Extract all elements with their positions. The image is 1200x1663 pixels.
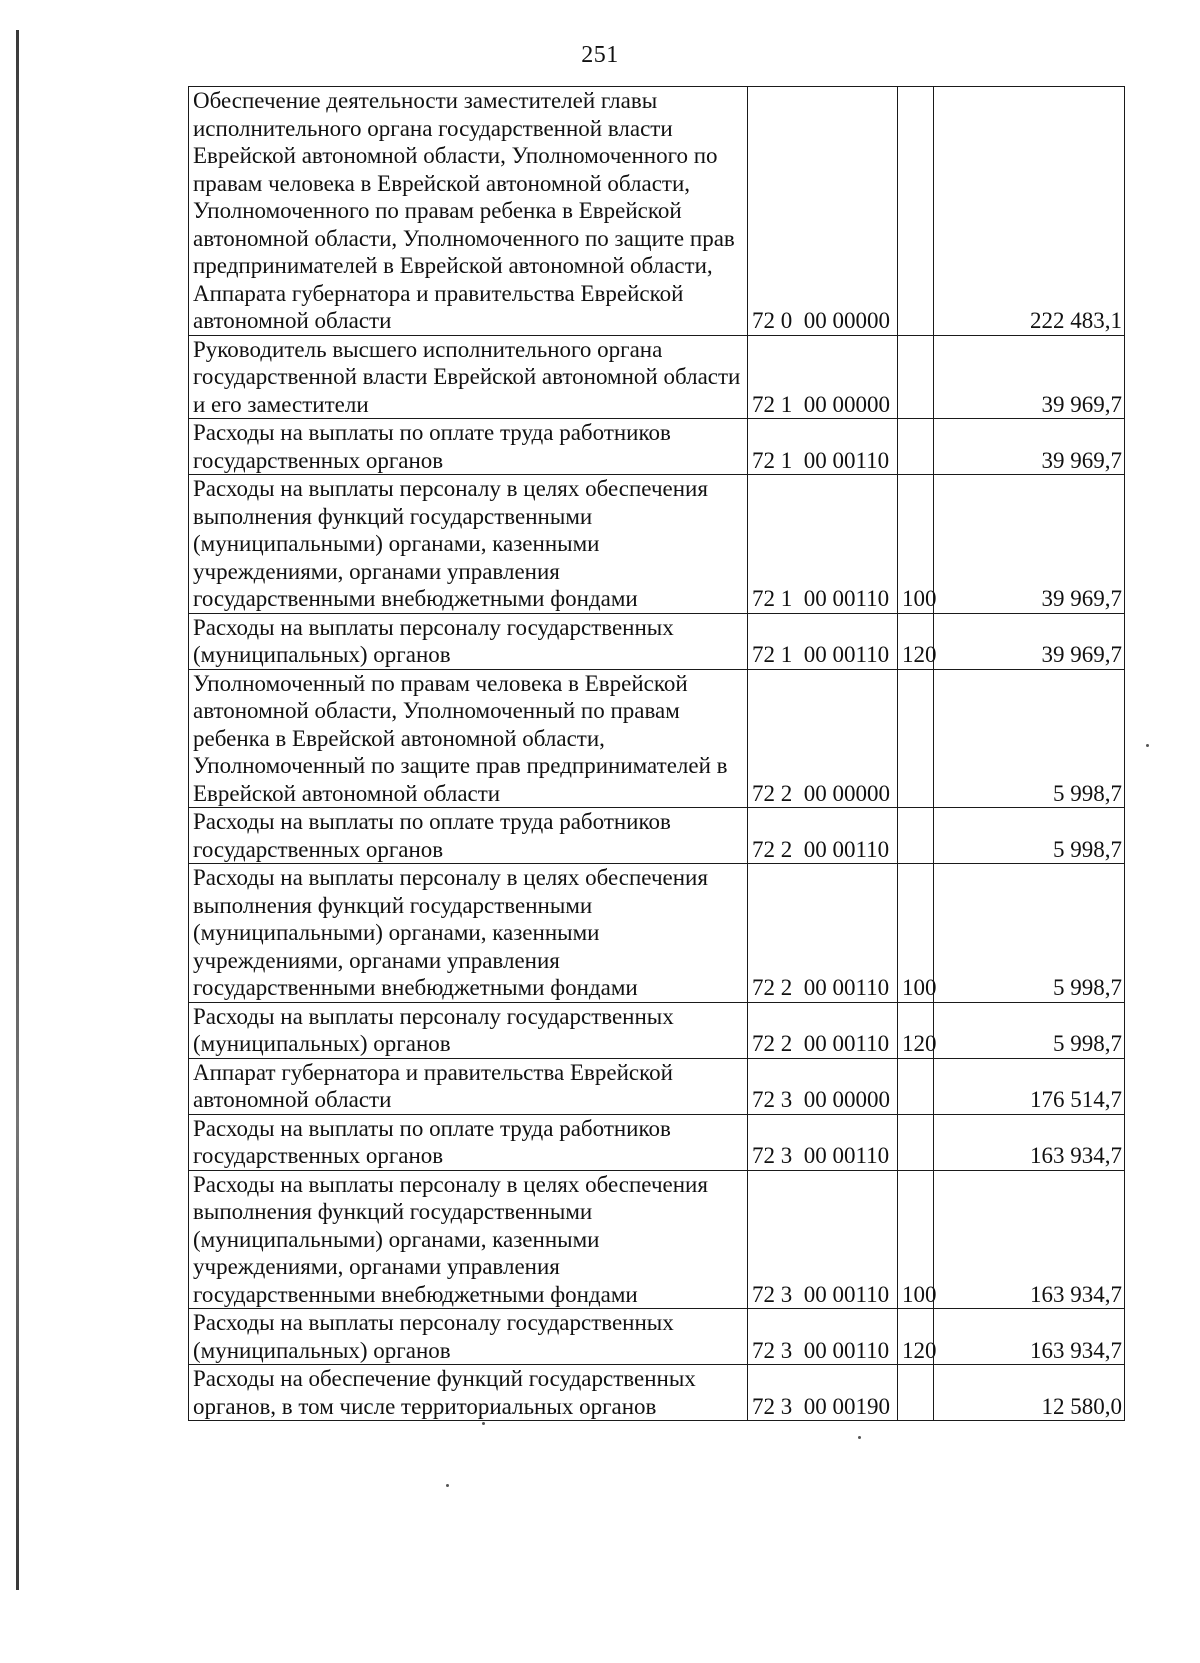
description-line: (муниципальными) органами, казенными (193, 1226, 600, 1252)
description-line: Уполномоченного по правам ребенка в Еврейской (193, 198, 682, 223)
expense-type-code (898, 87, 934, 336)
row-description (189, 1309, 748, 1365)
expense-type-code (898, 335, 934, 419)
description-line: (муниципальных) органов (193, 642, 451, 667)
description-line: автономной области (193, 308, 392, 333)
expense-type-code (898, 669, 934, 808)
description-line: правам человека в Еврейской автономной области, (193, 170, 691, 196)
scan-speck (446, 1484, 449, 1487)
target-article-code: 72 1 00 00110 (748, 613, 898, 669)
description-line: государственной власти Еврейской автономной области (193, 364, 741, 389)
amount: 163 934,7 (934, 1309, 1125, 1365)
amount: 39 969,7 (934, 613, 1125, 669)
row-description (189, 475, 748, 614)
row-description (189, 419, 748, 475)
description-line: государственных органов (193, 836, 444, 862)
description-line: Расходы на выплаты по оплате труда работников (193, 809, 671, 834)
description-line: Обеспечение деятельности заместителей главы (193, 88, 658, 113)
description-line: исполнительного органа государственной власти (193, 115, 673, 141)
target-article-code: 72 2 00 00110 (748, 1002, 898, 1058)
amount: 5 998,7 (934, 1002, 1125, 1058)
table-row (189, 864, 1125, 1003)
target-article-code: 72 2 00 00000 (748, 669, 898, 808)
amount: 163 934,7 (934, 1114, 1125, 1170)
table-row (189, 1309, 1125, 1365)
table-row (189, 613, 1125, 669)
target-article-code: 72 1 00 00110 (748, 475, 898, 614)
page-number: 251 (581, 42, 619, 68)
budget-table-body (189, 87, 1125, 1421)
description-line: государственными внебюджетными фондами (193, 975, 638, 1000)
scan-speck (482, 1422, 485, 1425)
expense-type-code (898, 1365, 934, 1421)
row-description (189, 808, 748, 864)
amount: 39 969,7 (934, 475, 1125, 614)
amount: 39 969,7 (934, 419, 1125, 475)
description-line: учреждениями, органами управления (193, 558, 560, 584)
expense-type-code (898, 1114, 934, 1170)
description-line: Уполномоченный по защите прав предпринимателей в (193, 753, 728, 778)
description-line: Расходы на выплаты персоналу государственных (193, 1003, 674, 1029)
amount: 176 514,7 (934, 1058, 1125, 1114)
amount: 222 483,1 (934, 87, 1125, 336)
description-line: Руководитель высшего исполнительного органа (193, 336, 663, 362)
expense-type-code: 100 (898, 475, 934, 614)
expense-type-code: 100 (898, 1170, 934, 1309)
description-line: (муниципальных) органов (193, 1031, 451, 1056)
amount: 5 998,7 (934, 669, 1125, 808)
target-article-code: 72 1 00 00110 (748, 419, 898, 475)
description-line: Расходы на выплаты персоналу государственных (193, 614, 674, 640)
description-line: Аппарата губернатора и правительства Еврейской (193, 280, 684, 306)
description-line: Расходы на выплаты персоналу государственных (193, 1310, 674, 1335)
description-line: органов, в том числе территориальных органов (193, 1393, 657, 1419)
description-line: ребенка в Еврейской автономной области, (193, 725, 605, 751)
description-line: выполнения функций государственными (193, 892, 593, 918)
amount: 39 969,7 (934, 335, 1125, 419)
description-line: Уполномоченный по правам человека в Еврейской (193, 670, 688, 696)
row-description (189, 335, 748, 419)
table-row (189, 1114, 1125, 1170)
scan-speck (858, 1436, 861, 1439)
expense-type-code: 120 (898, 1002, 934, 1058)
description-line: государственных органов (193, 447, 444, 473)
target-article-code: 72 2 00 00110 (748, 864, 898, 1003)
description-line: Расходы на выплаты персоналу в целях обеспечения (193, 865, 708, 890)
description-line: Расходы на обеспечение функций государственных (193, 1366, 696, 1391)
row-description (189, 1002, 748, 1058)
table-row (189, 808, 1125, 864)
target-article-code: 72 3 00 00000 (748, 1058, 898, 1114)
expense-type-code (898, 808, 934, 864)
target-article-code: 72 3 00 00190 (748, 1365, 898, 1421)
amount: 12 580,0 (934, 1365, 1125, 1421)
description-line: Расходы на выплаты по оплате труда работников (193, 1115, 671, 1141)
target-article-code: 72 3 00 00110 (748, 1170, 898, 1309)
description-line: (муниципальных) органов (193, 1337, 451, 1363)
description-line: автономной области, Уполномоченного по защите прав (193, 225, 735, 251)
description-line: учреждениями, органами управления (193, 1254, 560, 1279)
description-line: государственных органов (193, 1143, 444, 1168)
table-row (189, 1365, 1125, 1421)
description-line: выполнения функций государственными (193, 503, 593, 529)
table-row (189, 475, 1125, 614)
row-description (189, 669, 748, 808)
table-row (189, 87, 1125, 336)
description-line: предпринимателей в Еврейской автономной области, (193, 253, 713, 278)
table-row (189, 419, 1125, 475)
description-line: (муниципальными) органами, казенными (193, 920, 600, 945)
table-row (189, 335, 1125, 419)
expense-type-code: 100 (898, 864, 934, 1003)
expense-type-code (898, 419, 934, 475)
amount: 5 998,7 (934, 864, 1125, 1003)
row-description (189, 87, 748, 336)
expense-type-code: 120 (898, 1309, 934, 1365)
target-article-code: 72 3 00 00110 (748, 1114, 898, 1170)
table-row (189, 1002, 1125, 1058)
row-description (189, 1365, 748, 1421)
table-row (189, 669, 1125, 808)
target-article-code: 72 0 00 00000 (748, 87, 898, 336)
scan-speck (1146, 744, 1149, 747)
expense-type-code (898, 1058, 934, 1114)
row-description (189, 1058, 748, 1114)
table-row (189, 1058, 1125, 1114)
description-line: выполнения функций государственными (193, 1199, 593, 1224)
description-line: Расходы на выплаты по оплате труда работников (193, 420, 671, 445)
target-article-code: 72 1 00 00000 (748, 335, 898, 419)
row-description (189, 1170, 748, 1309)
description-line: и его заместители (193, 391, 369, 417)
table-row (189, 1170, 1125, 1309)
expense-type-code: 120 (898, 613, 934, 669)
description-line: Расходы на выплаты персоналу в целях обеспечения (193, 1171, 708, 1197)
budget-table (188, 86, 1125, 1421)
row-description (189, 864, 748, 1003)
description-line: государственными внебюджетными фондами (193, 586, 638, 611)
description-line: (муниципальными) органами, казенными (193, 531, 600, 556)
description-line: государственными внебюджетными фондами (193, 1281, 638, 1307)
amount: 163 934,7 (934, 1170, 1125, 1309)
description-line: автономной области (193, 1087, 392, 1112)
scan-edge-artifact (16, 30, 19, 1590)
amount: 5 998,7 (934, 808, 1125, 864)
row-description (189, 613, 748, 669)
target-article-code: 72 2 00 00110 (748, 808, 898, 864)
row-description (189, 1114, 748, 1170)
description-line: Еврейской автономной области (193, 780, 501, 806)
description-line: автономной области, Уполномоченный по правам (193, 698, 680, 723)
description-line: учреждениями, органами управления (193, 947, 560, 973)
target-article-code: 72 3 00 00110 (748, 1309, 898, 1365)
description-line: Еврейской автономной области, Уполномоченного по (193, 143, 718, 168)
description-line: Аппарат губернатора и правительства Еврейской (193, 1059, 673, 1085)
description-line: Расходы на выплаты персоналу в целях обеспечения (193, 476, 708, 501)
